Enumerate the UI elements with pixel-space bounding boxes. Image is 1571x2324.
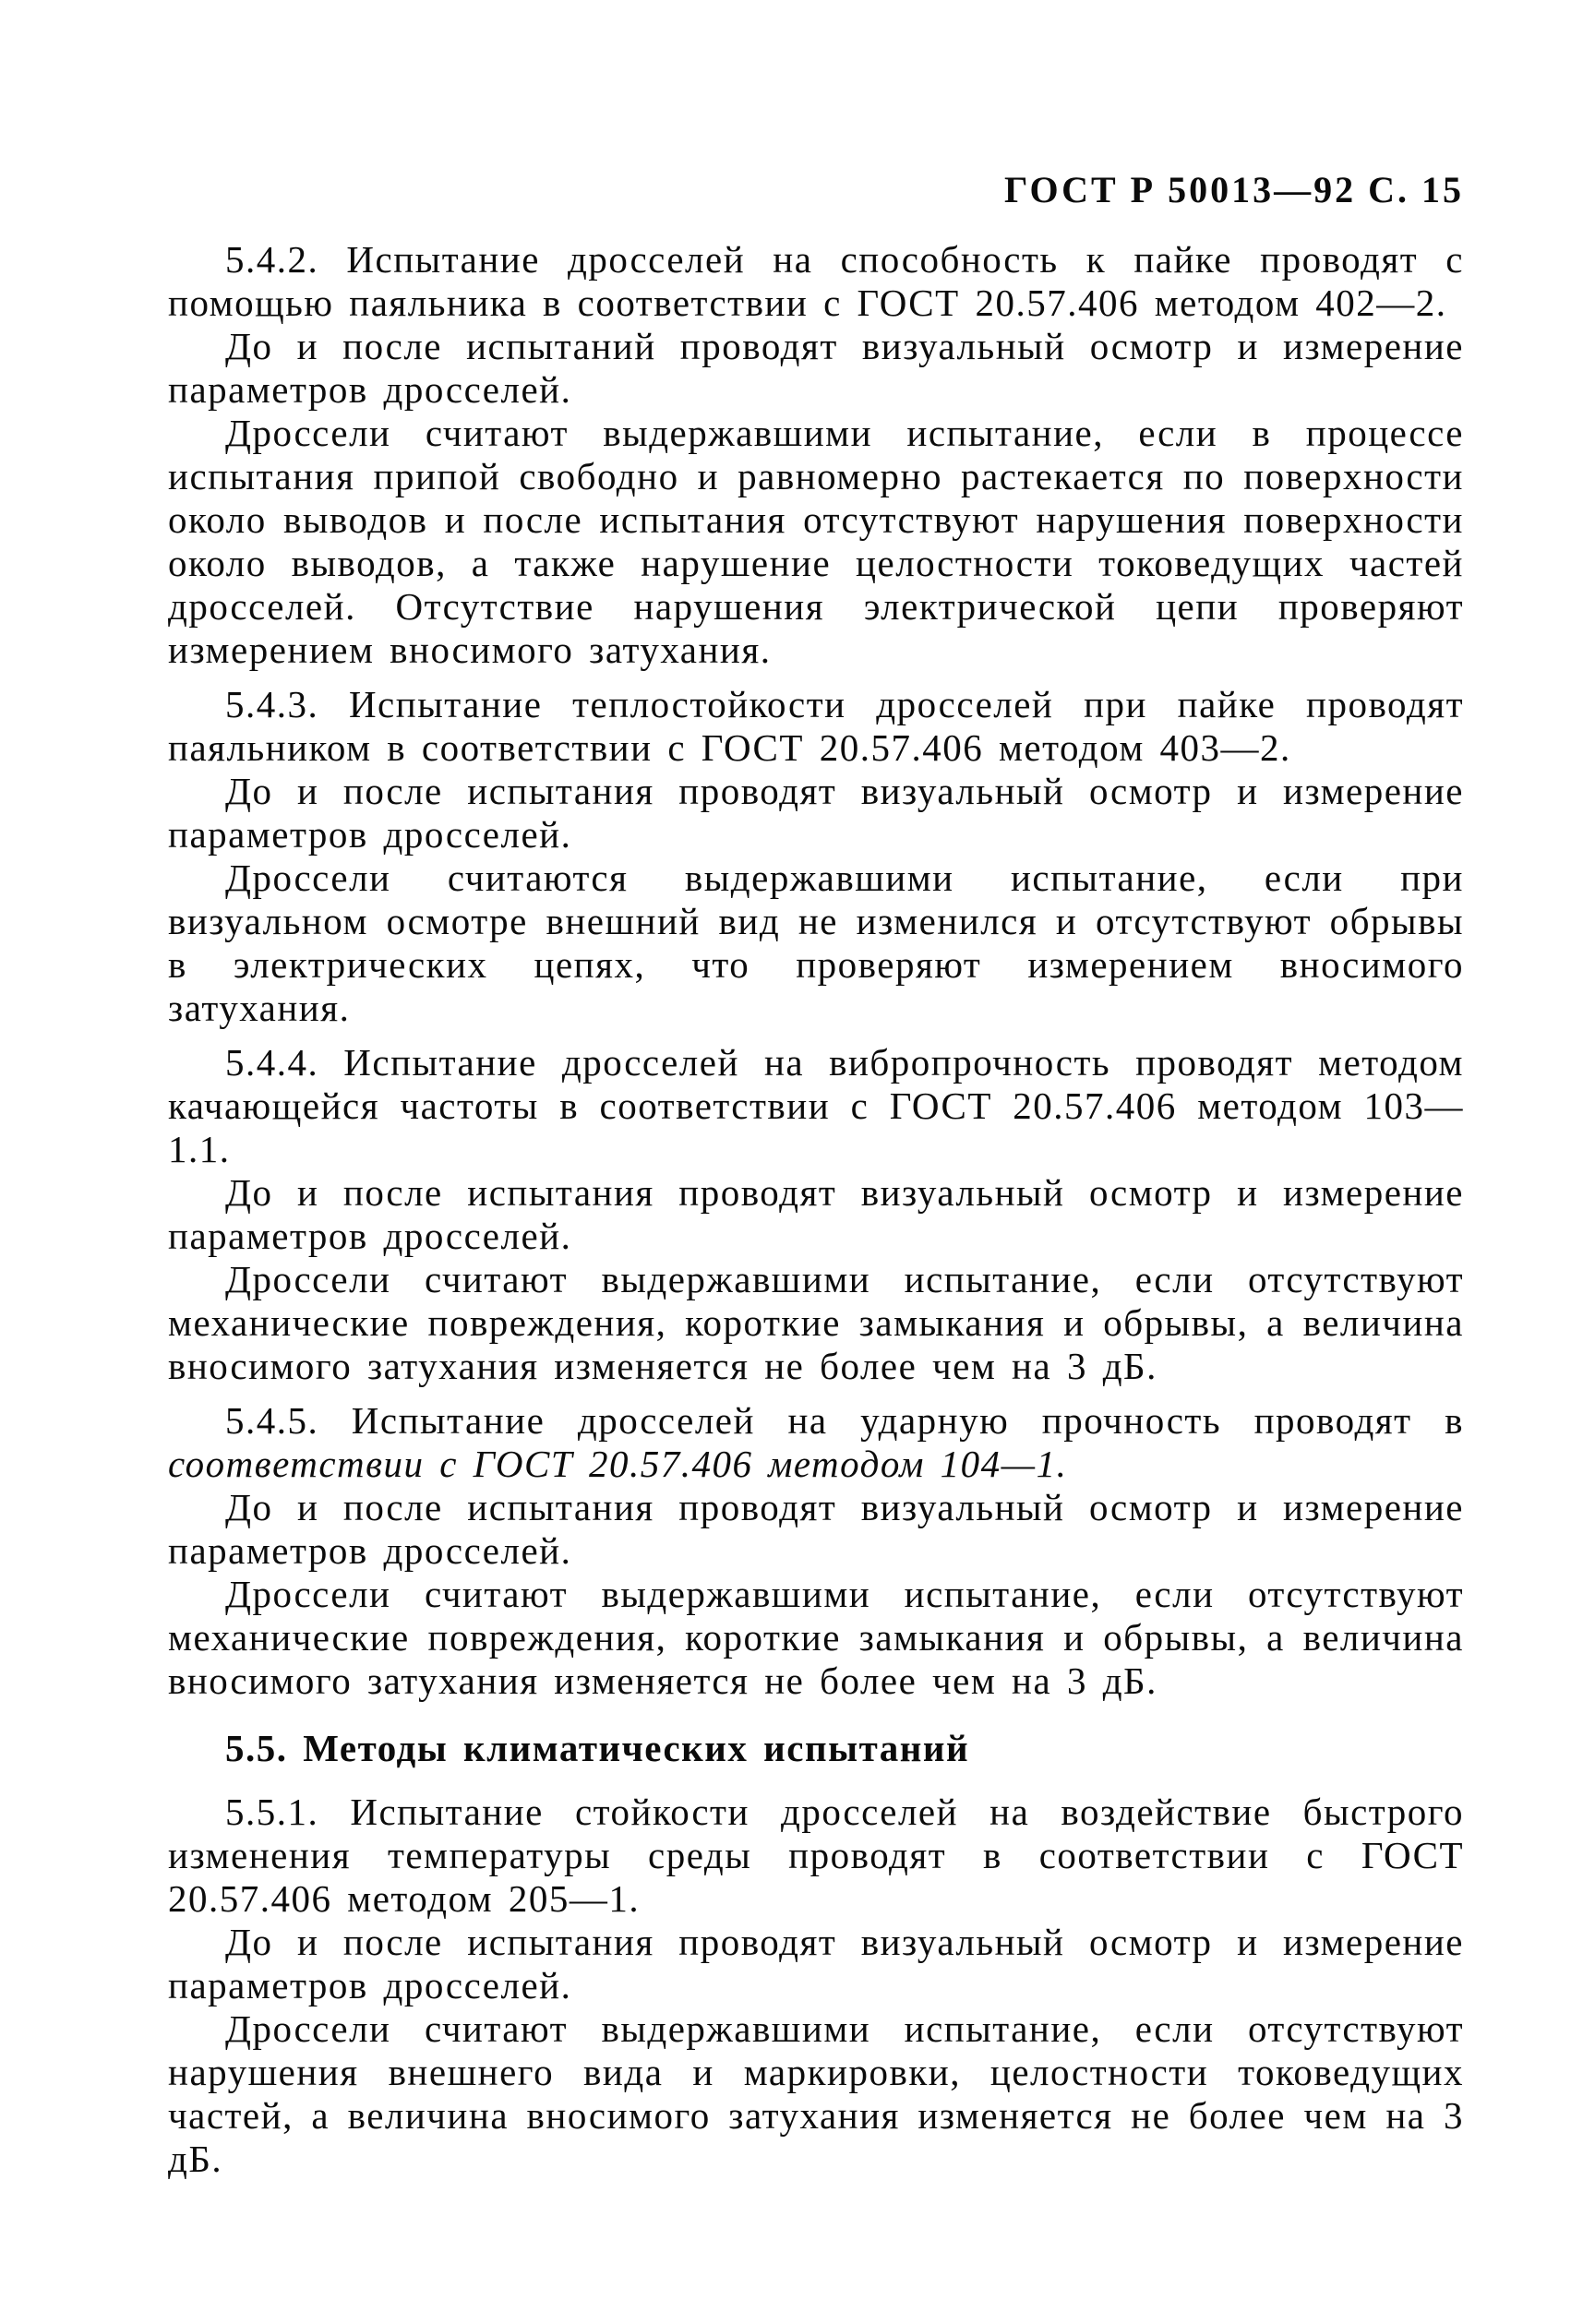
paragraph-5-4-5-inspection: До и после испытания проводят визуальный осмотр и измерение параметров дросселей. bbox=[168, 1486, 1464, 1572]
paragraph-5-4-5-reference: соответствии с ГОСТ 20.57.406 методом 104—1. bbox=[168, 1443, 1068, 1485]
paragraph-5-4-2-inspection: До и после испытаний проводят визуальный осмотр и измерение параметров дросселей. bbox=[168, 325, 1464, 411]
section-heading-5-5: 5.5. Методы климатических испытаний bbox=[225, 1727, 970, 1769]
document-reference: ГОСТ Р 50013—92 С. 15 bbox=[1004, 169, 1464, 210]
page-header bbox=[168, 168, 1464, 211]
paragraph-5-4-3: 5.4.3. Испытание теплостойкости дросселей при пайке проводят паяльником в соответствии с ГОСТ 20.57.406 методом 403—2. bbox=[168, 683, 1464, 769]
paragraph-5-4-2-criteria: Дроссели считают выдержавшими испытание, если в процессе испытания припой свободно и равномерно растекается по поверхности около выводов и после испытания отсутствуют нарушения поверхности около выводов, а также нарушение целостности токоведущих частей дросселей. Отсутствие нарушения электрической цепи проверяют измерением вносимого затухания. bbox=[168, 412, 1464, 671]
paragraph-5-4-4-inspection: До и после испытания проводят визуальный осмотр и измерение параметров дросселей. bbox=[168, 1171, 1464, 1257]
paragraph-5-4-2: 5.4.2. Испытание дросселей на способность к пайке проводят с помощью паяльника в соответствии с ГОСТ 20.57.406 методом 402—2. bbox=[168, 238, 1464, 324]
paragraph-5-5-1-inspection: До и после испытания проводят визуальный осмотр и измерение параметров дросселей. bbox=[168, 1921, 1464, 2007]
document-body bbox=[168, 238, 1464, 2181]
paragraph-5-5-1: 5.5.1. Испытание стойкости дросселей на воздействие быстрого изменения температуры среды проводят в соответствии с ГОСТ 20.57.406 методом 205—1. bbox=[168, 1791, 1464, 1920]
paragraph-5-4-4: 5.4.4. Испытание дросселей на вибропрочность проводят методом качающейся частоты в соответствии с ГОСТ 20.57.406 методом 103—1.1. bbox=[168, 1041, 1464, 1170]
paragraph-5-4-3-criteria: Дроссели считаются выдержавшими испытание, если при визуальном осмотре внешний вид не изменился и отсутствуют обрывы в электрических цепях, что проверяют измерением вносимого затухания. bbox=[168, 857, 1464, 1029]
paragraph-5-4-3-inspection: До и после испытания проводят визуальный осмотр и измерение параметров дросселей. bbox=[168, 770, 1464, 856]
paragraph-5-5-1-criteria: Дроссели считают выдержавшими испытание, если отсутствуют нарушения внешнего вида и маркировки, целостности токоведущих частей, а величина вносимого затухания изменяется не более чем на 3 дБ. bbox=[168, 2007, 1464, 2180]
paragraph-5-4-4-criteria: Дроссели считают выдержавшими испытание, если отсутствуют механические повреждения, короткие замыкания и обрывы, а величина вносимого затухания изменяется не более чем на 3 дБ. bbox=[168, 1258, 1464, 1387]
paragraph-5-4-5-criteria: Дроссели считают выдержавшими испытание, если отсутствуют механические повреждения, короткие замыкания и обрывы, а величина вносимого затухания изменяется не более чем на 3 дБ. bbox=[168, 1573, 1464, 1702]
paragraph-5-4-5-lead: 5.4.5. Испытание дросселей на ударную прочность проводят в bbox=[225, 1399, 1464, 1442]
paragraph-5-4-5 bbox=[168, 1399, 1464, 1486]
